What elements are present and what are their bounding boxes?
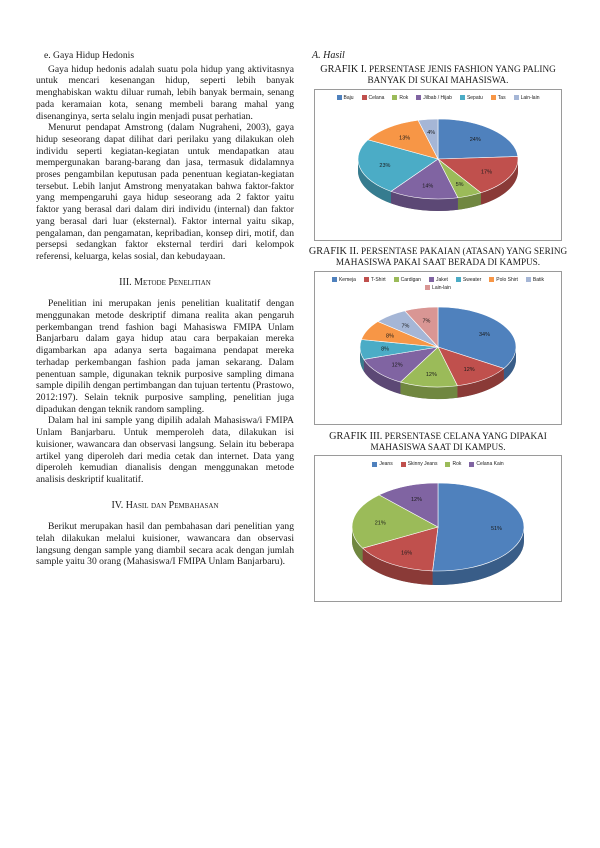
legend-label: Tas [497, 94, 506, 101]
legend-label: Jilbab / Hijab [423, 94, 452, 101]
left-column [36, 50, 294, 568]
subsection-heading-e: e. Gaya Hidup Hedonis [44, 50, 135, 61]
graph-2-caption-text: PERSENTASE PAKAIAN (ATASAN) YANG SERING MAHASISWA PAKAI SAAT BERADA DI KAMPUS. [335, 245, 568, 268]
legend-item [456, 277, 481, 283]
section-heading-hasil: IV. Hasil dan Pembahasan [111, 499, 219, 511]
pie-label: 8% [381, 346, 390, 353]
legend-swatch [364, 277, 369, 282]
legend-swatch [337, 95, 342, 100]
pie-label: 14% [422, 183, 434, 190]
legend-label: Baju [343, 94, 354, 101]
paragraph-sample: Dalam hal ini sample yang dipilih adalah Mahasiswa/i FMIPA Unlam Banjarbaru. Untuk memperoleh data, dilakukan isi kuisioner, wawancara dan observasi langsung. Selain itu beberapa artikel yang diperoleh dari media cetak dan internet. Data yang diperoleh kemudian dianalisis dengan menggunakan metode analisis deskriptif kualitatif. [36, 415, 294, 485]
legend-swatch [469, 462, 474, 467]
pie-label: 16% [401, 550, 413, 557]
graph-1-legend [315, 90, 561, 101]
legend-label: Rok [452, 461, 462, 468]
graph-1-chart [314, 89, 562, 241]
pie-label: 12% [463, 366, 475, 373]
legend-item [429, 277, 448, 283]
pie-label: 5% [455, 181, 464, 188]
graph-3-caption-text: PERSENTASE CELANA YANG DIPAKAI MAHASISWA SAAT DI KAMPUS. [370, 430, 547, 453]
legend-label: Sweater [462, 276, 482, 283]
pie-label: 7% [422, 318, 431, 325]
pie-label: 8% [386, 333, 394, 340]
graph-3-caption-lead: GRAFIK III. [329, 430, 383, 442]
graph-1-caption-lead: GRAFIK I. [320, 64, 367, 75]
pie-label: 34% [478, 331, 490, 338]
legend-swatch [460, 95, 465, 100]
legend-label: Jaket [435, 276, 448, 283]
pie-label: 17% [480, 169, 492, 176]
legend-label: T-Shirt [370, 276, 386, 283]
legend-swatch [416, 95, 421, 100]
section-heading-metode: III. Metode Penelitian [119, 276, 211, 288]
graph-3-pie [315, 467, 561, 595]
paragraph-amstrong: Menurut pendapat Amstrong (dalam Nugraheni, 2003), gaya hidup seseorang dapat dilihat dari perilaku yang dilakukan oleh individu seperti kegiatan-kegiatan untuk mendapatkan atau mempergunakan barang-barang dan jasa, termasuk didalamnya proses pengambilan keputusan pada penentuan kegiatan-kegiatan tersebut. Lebih lanjut Amstrong menyatakan bahwa faktor-faktor yang mempengaruhi gaya hidup seseorang ada 2 faktor yaitu faktor yang berasal dari dalam diri individu (internal) dan faktor yang berasal dari luar (eksternal). Faktor internal yaitu sikap, pengalaman, dan pengamatan, kepribadian, konsep diri, motif, dan persepsi sedangkan faktor eksternal terdiri dari kelompok referensi, keluarga, kelas sosial, dan kebudayaan. [36, 122, 294, 262]
legend-label: Rok [399, 94, 409, 101]
pie-label: 51% [490, 526, 502, 533]
legend-label: Batik [532, 276, 545, 283]
graph-1-pie [315, 101, 561, 225]
graph-3-caption [308, 431, 568, 453]
legend-swatch [489, 277, 494, 282]
legend-swatch [514, 95, 519, 100]
legend-swatch [332, 277, 337, 282]
legend-label: Cardigan [400, 276, 421, 283]
pie-label: 24% [469, 136, 481, 143]
pie-label: 12% [391, 361, 403, 368]
legend-item [364, 277, 386, 283]
paragraph-hasil-intro: Berikut merupakan hasil dan pembahasan dari penelitian yang telah dilakukan melalui kuisioner, wawancara dan observasi langsung dengan sample yang diambil secara acak dengan jumlah sample yaitu 30 orang (Mahasiswa/I FMIPA Unlam Banjarbaru). [36, 521, 294, 568]
pie-label: 12% [425, 371, 437, 378]
graph-2-legend [315, 272, 561, 291]
pie-label: 7% [401, 323, 410, 330]
legend-swatch [429, 277, 434, 282]
legend-swatch [362, 95, 367, 100]
legend-swatch [394, 277, 399, 282]
legend-label: Celana Kain [476, 461, 504, 468]
pie-label: 21% [374, 520, 386, 527]
graph-2-caption [308, 246, 568, 268]
graph-2-pie [315, 291, 561, 411]
graph-2-chart [314, 271, 562, 425]
legend-label: Sepatu [466, 94, 483, 101]
graph-1-caption [308, 64, 568, 86]
legend-swatch [445, 462, 450, 467]
legend-swatch [401, 462, 406, 467]
graph-1-caption-text: PERSENTASE JENIS FASHION YANG PALING BANYAK DI SUKAI MAHASISWA. [367, 64, 556, 86]
graph-2-caption-lead: GRAFIK II. [308, 245, 359, 257]
subsection-hasil: A. Hasil [312, 50, 345, 61]
legend-swatch [456, 277, 461, 282]
paragraph-metode: Penelitian ini merupakan jenis penelitian kualitatif dengan menggunakan metode deskriptif dimana realita akan pengaruh perkembangan trend fashion bagi Mahasiswa FMIPA Unlam Banjarbaru dalam gaya hidup atau cara berpakaian mereka digambarkan apa adanya serta bagaimana pendapat mereka terhadap perkembangan fashion pada jaman sekarang. Dalam penentuan sample, digunakan teknik purposive sampling dimana sample dipilih dengan pertimbangan dan tujuan tertentu (Prastowo, 2012:197). Selain teknik purposive sampling, penelitian juga dipadukan dengan teknik random sampling. [36, 298, 294, 415]
legend-label: Polo Shirt [496, 276, 518, 283]
legend-swatch [392, 95, 397, 100]
legend-swatch [526, 277, 531, 282]
legend-swatch [491, 95, 496, 100]
legend-label: Lain-lain [520, 94, 540, 101]
pie-label: 4% [427, 129, 436, 136]
legend-label: Skinny Jeans [407, 461, 438, 468]
legend-item [489, 277, 518, 283]
right-column [308, 50, 568, 602]
legend-label: Celana [368, 94, 385, 101]
legend-label: Kemeja [338, 276, 356, 283]
legend-label: Jeans [379, 461, 393, 468]
pie-label: 23% [379, 162, 391, 169]
legend-swatch [425, 285, 430, 290]
legend-item [332, 277, 356, 283]
legend-item [526, 277, 544, 283]
legend-item [394, 277, 421, 283]
legend-swatch [372, 462, 377, 467]
paragraph-hedonis-definition: Gaya hidup hedonis adalah suatu pola hidup yang aktivitasnya untuk mencari kesenangan hidup, seperti lebih banyak menghabiskan waktu diluar rumah, lebih banyak bermain, senang pada keramaian kota, senang membeli barang mahal yang disenanginya, serta selalu ingin menjadi pusat perhatian. [36, 63, 294, 122]
graph-3-legend [315, 456, 561, 467]
pie-label: 13% [399, 135, 411, 142]
graph-3-chart [314, 455, 562, 602]
pie-label: 12% [410, 497, 422, 504]
legend-label: Lain-lain [432, 284, 451, 291]
